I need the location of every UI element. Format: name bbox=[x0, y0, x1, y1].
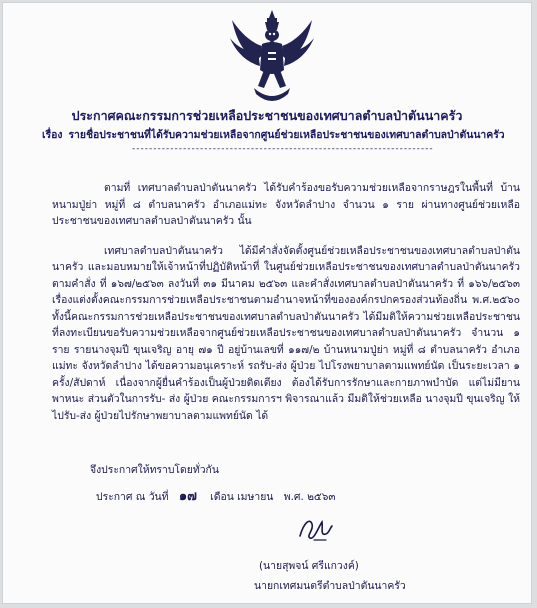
document-page bbox=[2, 2, 532, 604]
subject-label: เรื่อง bbox=[42, 129, 63, 141]
announcement-date bbox=[96, 485, 342, 506]
announcement-body bbox=[52, 180, 520, 424]
date-day: ๑๗ bbox=[178, 489, 197, 504]
title-separator: ----------------------------------------------------------------------- bbox=[132, 144, 434, 154]
garuda-emblem bbox=[228, 8, 316, 108]
announcement-subject bbox=[42, 126, 512, 143]
body-paragraph-2 bbox=[52, 243, 520, 425]
date-year: พ.ศ. ๒๕๖๓ bbox=[283, 491, 336, 503]
signatory-position: นายกเทศมนตรีตำบลป่าตันนาครัว bbox=[254, 580, 406, 592]
paragraph-2-text: เทศบาลตำบลป่าตันนาครัว ได้มีคำสั่งจัดตั้งศูนย์ช่วยเหลือประชาชนของเทศบาลตำบลป่าตันนาครัว และมอบหมายให้เจ้าหน้าที่ปฏิบัติหน้าที่ ในศูนย์ช่วยเหลือประชาชนของเทศบาลตำบลป่าตันนาครัว ตามคำสั่ง ที่ ๑๖๗/๒๕๖๓ ลงวันที่ ๓๑ มีนาคม ๒๕๖๓ และคำสั่งเทศบาลตำบลป่าตันนาครัว ที่ ๑๖๖/๒๕๖๓ เรื่องแต่งตั้งคณะกรรมการช่วยเหลือประชาชนตามอำนาจหน้าที่ขององค์กรปกครองส่วนท้องถิ่น พ.ศ.๒๕๖๐ ทั้งนี้คณะกรรมการช่วยเหลือประชาชนของเทศบาลตำบลป่าตันนาครัว ได้มีมติให้ความช่วยเหลือประชาชนที่ลงทะเบียนขอรับความช่วยเหลือจากศูนย์ช่วยเหลือประชาชนของเทศบาลตำบลป่าตันนาครัว จำนวน ๑ ราย รายนางจุมปี ขุนเจริญ อายุ ๗๑ ปี อยู่บ้านเลขที่ ๑๑๗/๒ บ้านหนามปู่ย่า หมู่ที่ ๘ ตำบลนาครัว อำเภอแม่ทะ จังหวัดลำปาง ได้ขอความอนุเคราะห์ รถรับ-ส่ง ผู้ป่วย ไปโรงพยาบาลตามแพทย์นัด เป็นระยะเวลา ๑ ครั้ง/สัปดาห์ เนื่องจากผู้ยื่นคำร้องเป็นผู้ป่วยติดเตียง ต้องได้รับการรักษาและกายภาพบำบัด แต่ไม่มียานพาหนะ ส่วนตัวในการรับ- ส่ง ผู้ป่วย คณะกรรมการฯ พิจารณาแล้ว มีมติให้ช่วยเหลือ นางจุมปี ขุนเจริญ ให้ไปรับ-ส่ง ผู้ป่วยไปรักษาพยาบาลตามแพทย์นัด ได้ bbox=[52, 244, 520, 422]
handwritten-signature bbox=[296, 514, 336, 544]
announcement-title: ประกาศคณะกรรมการช่วยเหลือประชาชนของเทศบาลตำบลป่าตันนาครัว bbox=[71, 108, 463, 123]
paragraph-1-text: ตามที่ เทศบาลตำบลป่าตันนาครัว ได้รับคำร้องขอรับความช่วยเหลือจากราษฎรในพื้นที่ บ้านหนามปู่ย่า หมู่ที่ ๘ ตำบลนาครัว อำเภอแม่ทะ จังหวัดลำปาง จำนวน ๑ ราย ผ่านทางศูนย์ช่วยเหลือประชาชนของเทศบาลตำบลป่าตันนาครัว นั้น bbox=[52, 182, 520, 227]
body-paragraph-1 bbox=[52, 180, 520, 230]
closing-statement: จึงประกาศให้ทราบโดยทั่วกัน bbox=[90, 464, 219, 476]
date-prefix: ประกาศ ณ วันที่ bbox=[96, 491, 169, 503]
signatory-name: (นายสุพจน์ ศรีแกวงค์) bbox=[259, 560, 359, 572]
date-month: เดือน เมษายน bbox=[210, 491, 274, 503]
subject-text: รายชื่อประชาชนที่ได้รับความช่วยเหลือจากศูนย์ช่วยเหลือประชาชนของเทศบาลตำบลป่าตันนาครัว bbox=[68, 129, 505, 141]
